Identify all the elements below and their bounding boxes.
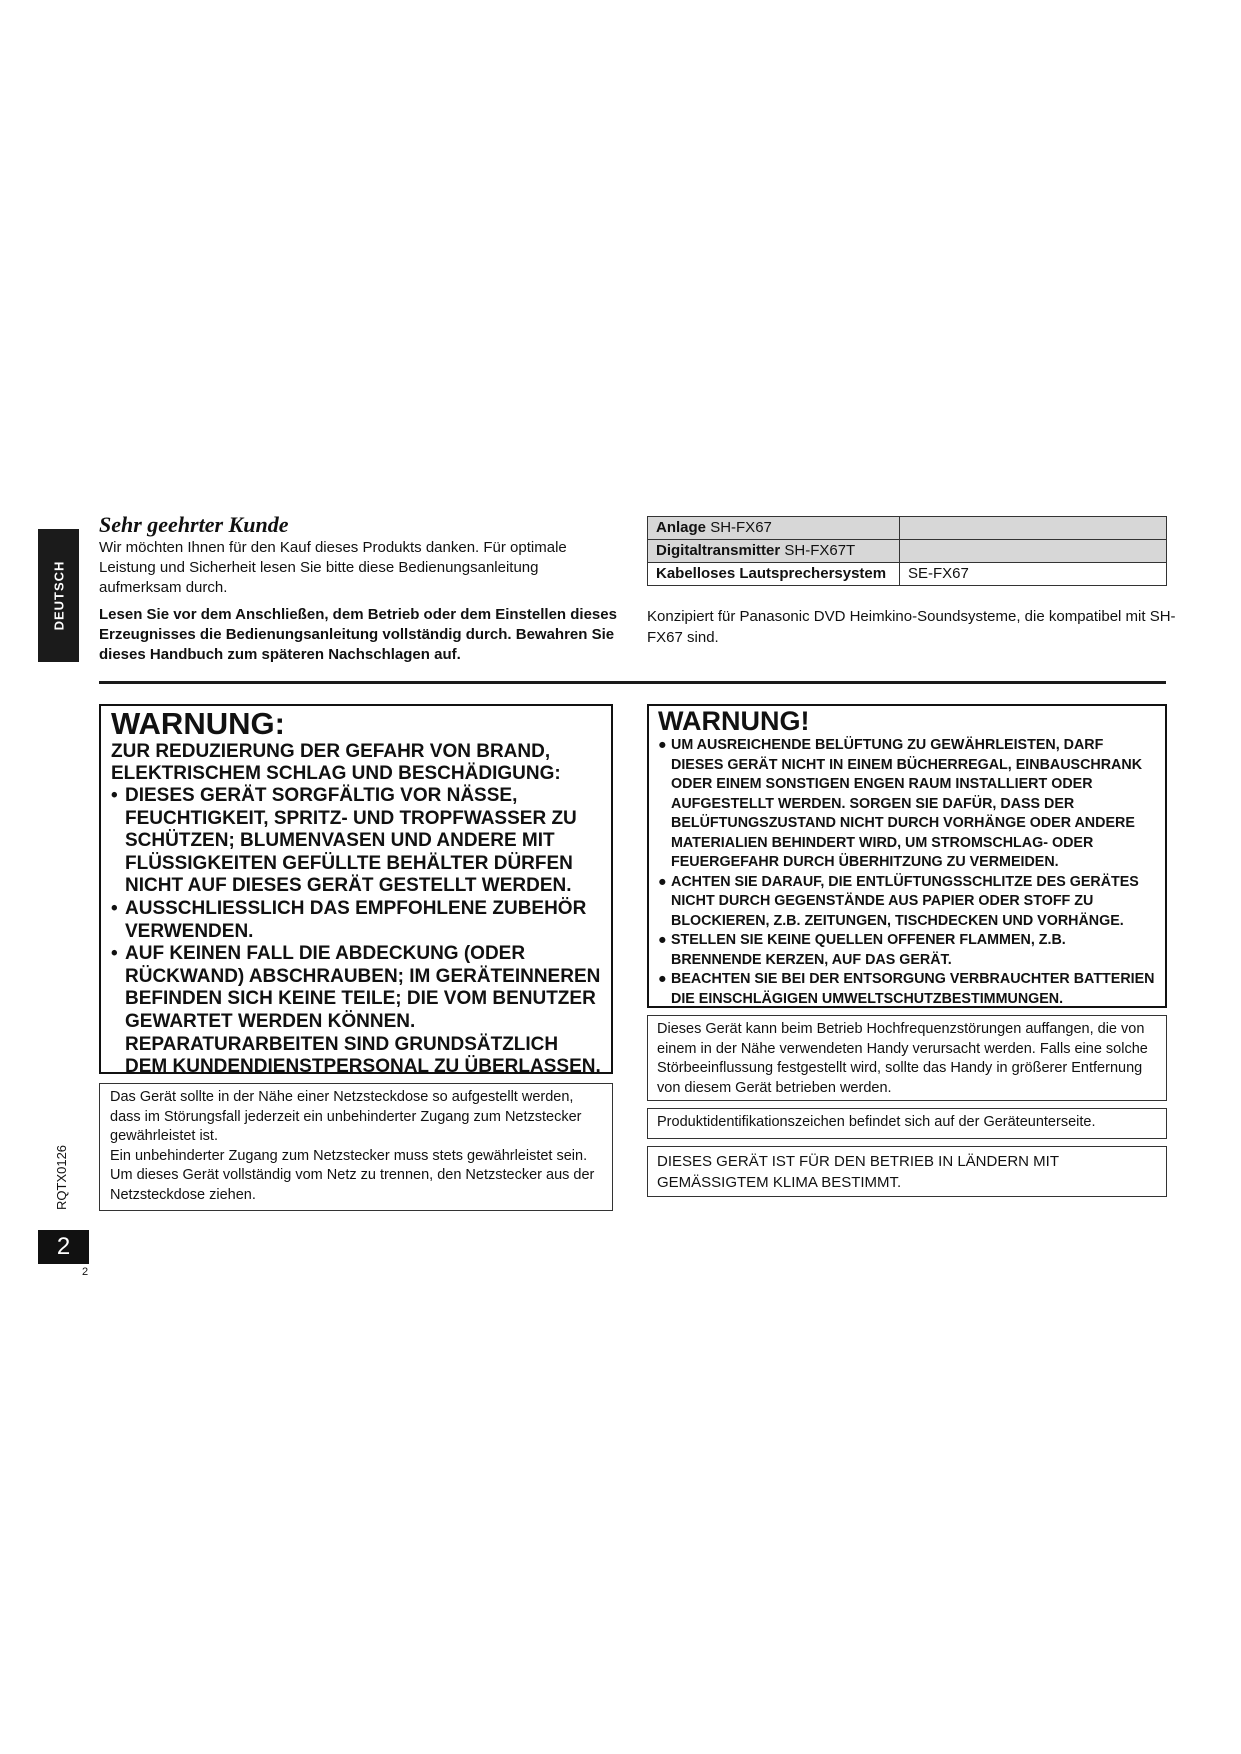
greeting-title: Sehr geehrter Kunde — [99, 512, 289, 537]
greeting-instruction: Lesen Sie vor dem Anschließen, dem Betrieb oder dem Einstellen dieses Erzeugnisses die Bedienungsanleitung vollständig durch. Bewahren Sie dieses Handbuch zum späteren Nachschlagen auf. — [99, 606, 617, 663]
bullet-icon: ● — [658, 737, 667, 753]
table-row — [648, 563, 1167, 586]
label-model: SH-FX67 — [710, 519, 772, 536]
language-tab — [38, 529, 79, 662]
warning-list — [111, 785, 601, 1079]
table-cell-label — [648, 517, 900, 540]
warning-item-text: STELLEN SIE KEINE QUELLEN OFFENER FLAMMEN, Z.B. BRENNENDE KERZEN, AUF DAS GERÄT. — [671, 932, 1066, 968]
table-cell-value: SE-FX67 — [900, 563, 1167, 586]
warning-item-text: DIESES GERÄT SORGFÄLTIG VOR NÄSSE, FEUCHTIGKEIT, SPRITZ- UND TROPFWASSER ZU SCHÜTZEN; BLUMENVASEN UND ANDERE MIT FLÜSSIGKEITEN GEFÜLLTE BEHÄLTER DÜRFEN NICHT AUF DIESES GERÄT GESTELLT WERDEN. — [125, 785, 577, 897]
warning-item-text: AUF KEINEN FALL DIE ABDECKUNG (ODER RÜCKWAND) ABSCHRAUBEN; IM GERÄTEINNEREN BEFINDEN SICH KEINE TEILE; DIE VOM BENUTZER GEWARTET WERDEN KÖNNEN. REPARATURARBEITEN SIND GRUNDSÄTZLICH DEM KUNDENDIENSTPERSONAL ZU ÜBERLASSEN. — [125, 943, 601, 1078]
document-code: RQTX0126 — [54, 1144, 69, 1210]
page-number-small: 2 — [82, 1266, 89, 1278]
warning-subtitle: ZUR REDUZIERUNG DER GEFAHR VON BRAND, ELEKTRISCHEM SCHLAG UND BESCHÄDIGUNG: — [111, 741, 561, 784]
warning-item — [658, 970, 1156, 1009]
warning-item — [658, 873, 1156, 932]
table-row — [648, 517, 1167, 540]
label-bold: Anlage — [656, 519, 707, 536]
warning-item-text: UM AUSREICHENDE BELÜFTUNG ZU GEWÄHRLEISTEN, DARF DIESES GERÄT NICHT IN EINEM BÜCHERREGAL, EINBAUSCHRANK ODER EINEM SONSTIGEN ENGEN RAUM INSTALLIERT ODER AUFGESTELLT WERDEN. SORGEN SIE DAFÜR, DASS DER BELÜFTUNGSZUSTAND NICHT DURCH VORHÄNGE ODER ANDERE MATERIALIEN BEHINDERT WIRD, UM STROMSCHLAG- ODER FEUERGEFAHR DURCH ÜBERHITZUNG ZU VERMEIDEN. — [671, 737, 1143, 870]
warning-list — [658, 736, 1156, 1009]
bullet-icon: ● — [658, 873, 667, 890]
table-cell-value — [900, 517, 1167, 540]
model-table — [647, 516, 1167, 586]
warning-item — [658, 931, 1156, 970]
warning-title: WARNUNG! — [658, 706, 810, 736]
mains-plug-paragraph-1: Das Gerät sollte in der Nähe einer Netzsteckdose so aufgestellt werden, dass im Störungsfall jederzeit ein unbehinderter Zugang zum Netzstecker gewährleistet ist. — [110, 1089, 582, 1144]
bullet-icon: • — [111, 897, 118, 919]
mains-plug-paragraph-2: Ein unbehinderter Zugang zum Netzstecker muss stets gewährleistet sein. Um dieses Gerät vollständig vom Netz zu trennen, den Netzstecker aus der Netzsteckdose ziehen. — [110, 1147, 595, 1203]
section-divider — [99, 681, 1166, 684]
warning-item-text: AUSSCHLIESSLICH DAS EMPFOHLENE ZUBEHÖR VERWENDEN. — [125, 897, 587, 942]
warning-box-right — [647, 704, 1167, 1008]
warning-title: WARNUNG: — [111, 706, 285, 741]
table-cell-label — [648, 563, 900, 586]
label-bold: Digitaltransmitter — [656, 542, 781, 559]
warning-item-text: BEACHTEN SIE BEI DER ENTSORGUNG VERBRAUCHTER BATTERIEN DIE EINSCHLÄGIGEN UMWELTSCHUTZBESTIMMUNGEN. — [671, 971, 1155, 1007]
warning-item — [658, 736, 1156, 873]
mains-plug-note — [99, 1083, 613, 1211]
warning-box-left — [99, 704, 613, 1078]
bullet-icon: ● — [658, 971, 667, 987]
warning-item-text: ACHTEN SIE DARAUF, DIE ENTLÜFTUNGSSCHLITZE DES GERÄTES NICHT DURCH GEGENSTÄNDE AUS PAPIER ODER STOFF ZU BLOCKIEREN, Z.B. ZEITUNGEN, TISCHDECKEN UND VORHÄNGE. — [671, 873, 1139, 929]
page-number: 2 — [56, 1233, 71, 1260]
warning-item — [111, 898, 601, 943]
bullet-icon: • — [111, 943, 118, 965]
compatibility-note: Konzipiert für Panasonic DVD Heimkino-Soundsysteme, die kompatibel mit SH-FX67 sind. — [647, 608, 1176, 646]
interference-note: Dieses Gerät kann beim Betrieb Hochfrequenzstörungen auffangen, die von einem in der Nähe verwendeten Handy verursacht werden. Falls eine solche Störbeeinflussung festgestellt wird, sollte das Handy in größerer Entfernung von diesem Gerät betrieben werden. — [647, 1015, 1167, 1101]
table-row — [648, 540, 1167, 563]
bullet-icon: ● — [658, 932, 667, 948]
page-number-box — [38, 1230, 89, 1264]
product-id-note: Produktidentifikationszeichen befindet sich auf der Geräteunterseite. — [647, 1108, 1167, 1139]
label-bold: Kabelloses Lautsprechersystem — [656, 565, 887, 582]
table-cell-value — [900, 540, 1167, 563]
bullet-icon: • — [111, 785, 118, 806]
warning-item — [111, 943, 601, 1079]
table-cell-label — [648, 540, 900, 563]
climate-note: DIESES GERÄT IST FÜR DEN BETRIEB IN LÄNDERN MIT GEMÄSSIGTEM KLIMA BESTIMMT. — [647, 1146, 1167, 1197]
warning-item — [111, 785, 601, 898]
label-model: SH-FX67T — [784, 542, 856, 559]
greeting-text: Wir möchten Ihnen für den Kauf dieses Produkts danken. Für optimale Leistung und Sicherheit lesen Sie bitte diese Bedienungsanleitung aufmerksam durch. — [99, 539, 567, 596]
language-tab-label: DEUTSCH — [51, 560, 66, 631]
